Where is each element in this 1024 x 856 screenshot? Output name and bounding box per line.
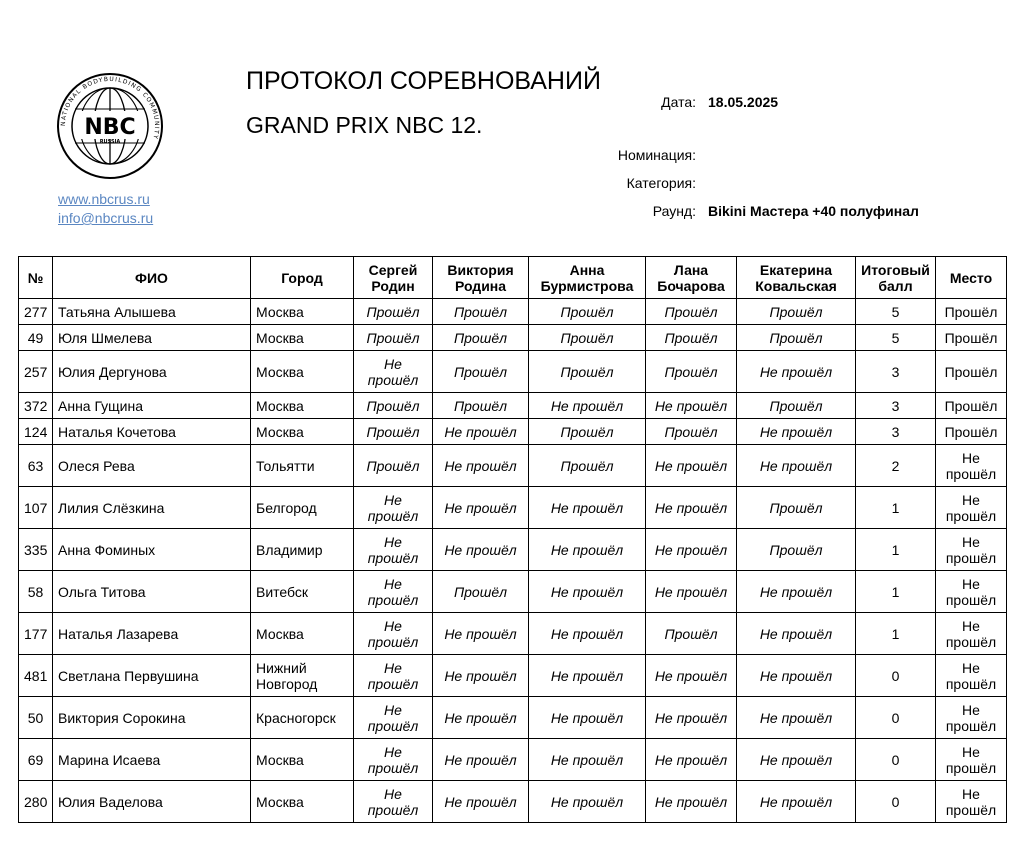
cell-judge-5: Не прошёл [737,419,856,445]
cell-judge-3: Не прошёл [529,529,646,571]
logo-subtext: RUSSIA [99,139,121,145]
cell-total-score: 3 [856,351,936,393]
table-row [19,529,1007,571]
cell-city: Москва [251,613,354,655]
cell-number: 177 [19,613,53,655]
cell-judge-5: Не прошёл [737,351,856,393]
col-judge-3: Анна Бурмистрова [529,257,646,299]
cell-judge-5: Не прошёл [737,655,856,697]
cell-name: Юлия Дергунова [53,351,251,393]
cell-judge-2: Не прошёл [433,487,529,529]
cell-place: Не прошёл [936,655,1007,697]
page-title: ПРОТОКОЛ СОРЕВНОВАНИЙ [246,67,601,95]
cell-total-score: 5 [856,325,936,351]
cell-total-score: 5 [856,299,936,325]
cell-number: 69 [19,739,53,781]
logo-text: NBC [84,115,136,140]
date-value: 18.05.2025 [708,94,779,110]
cell-name: Юля Шмелева [53,325,251,351]
cell-total-score: 1 [856,487,936,529]
cell-judge-5: Не прошёл [737,739,856,781]
cell-judge-5: Прошёл [737,487,856,529]
cell-place: Прошёл [936,299,1007,325]
cell-place: Не прошёл [936,445,1007,487]
cell-name: Юлия Ваделова [53,781,251,823]
cell-total-score: 0 [856,655,936,697]
cell-place: Не прошёл [936,739,1007,781]
cell-name: Татьяна Алышева [53,299,251,325]
cell-judge-4: Прошёл [646,351,737,393]
cell-city: Москва [251,325,354,351]
cell-total-score: 3 [856,393,936,419]
cell-judge-2: Не прошёл [433,613,529,655]
cell-name: Ольга Титова [53,571,251,613]
cell-place: Прошёл [936,325,1007,351]
cell-city: Москва [251,781,354,823]
email-link[interactable]: info@nbcrus.ru [58,210,154,226]
cell-total-score: 0 [856,781,936,823]
cell-judge-3: Прошёл [529,351,646,393]
cell-judge-5: Прошёл [737,299,856,325]
cell-city: Тольятти [251,445,354,487]
cell-total-score: 2 [856,445,936,487]
cell-judge-5: Не прошёл [737,781,856,823]
cell-judge-4: Не прошёл [646,487,737,529]
cell-judge-5: Не прошёл [737,697,856,739]
cell-city: Белгород [251,487,354,529]
cell-city: Москва [251,739,354,781]
cell-judge-2: Не прошёл [433,445,529,487]
cell-name: Наталья Кочетова [53,419,251,445]
cell-judge-4: Не прошёл [646,529,737,571]
cell-judge-2: Прошёл [433,299,529,325]
table-row [19,487,1007,529]
cell-total-score: 0 [856,697,936,739]
cell-judge-4: Не прошёл [646,393,737,419]
cell-judge-4: Прошёл [646,299,737,325]
cell-number: 481 [19,655,53,697]
cell-city: Витебск [251,571,354,613]
page-subtitle: GRAND PRIX NBC 12. [246,112,483,138]
cell-number: 58 [19,571,53,613]
cell-name: Анна Гущина [53,393,251,419]
table-row [19,419,1007,445]
cell-number: 124 [19,419,53,445]
cell-judge-3: Прошёл [529,419,646,445]
cell-judge-2: Не прошёл [433,655,529,697]
col-name: ФИО [53,257,251,299]
cell-judge-5: Не прошёл [737,445,856,487]
cell-judge-1: Прошёл [354,325,433,351]
cell-judge-4: Не прошёл [646,781,737,823]
cell-judge-2: Прошёл [433,393,529,419]
nbc-logo [57,73,163,179]
cell-judge-2: Прошёл [433,351,529,393]
cell-judge-3: Не прошёл [529,487,646,529]
cell-number: 107 [19,487,53,529]
table-row [19,351,1007,393]
cell-judge-5: Не прошёл [737,571,856,613]
cell-judge-1: Не прошёл [354,655,433,697]
cell-city: Красногорск [251,697,354,739]
cell-judge-1: Прошёл [354,419,433,445]
cell-judge-3: Не прошёл [529,739,646,781]
cell-judge-5: Прошёл [737,393,856,419]
col-judge-1: Сергей Родин [354,257,433,299]
cell-number: 257 [19,351,53,393]
cell-judge-2: Не прошёл [433,739,529,781]
table-row [19,393,1007,419]
cell-place: Не прошёл [936,697,1007,739]
table-row [19,613,1007,655]
cell-judge-1: Не прошёл [354,697,433,739]
cell-city: Москва [251,419,354,445]
col-judge-4: Лана Бочарова [646,257,737,299]
cell-judge-2: Не прошёл [433,781,529,823]
cell-name: Виктория Сорокина [53,697,251,739]
cell-judge-2: Прошёл [433,571,529,613]
cell-judge-2: Не прошёл [433,697,529,739]
table-row [19,739,1007,781]
cell-number: 280 [19,781,53,823]
cell-judge-3: Прошёл [529,325,646,351]
cell-place: Не прошёл [936,487,1007,529]
cell-place: Прошёл [936,351,1007,393]
contact-links [58,190,153,228]
cell-judge-3: Не прошёл [529,613,646,655]
table-row [19,571,1007,613]
cell-judge-4: Не прошёл [646,697,737,739]
cell-judge-3: Не прошёл [529,393,646,419]
cell-place: Не прошёл [936,529,1007,571]
cell-city: Москва [251,393,354,419]
cell-judge-4: Не прошёл [646,571,737,613]
cell-judge-1: Не прошёл [354,529,433,571]
col-judge-2: Виктория Родина [433,257,529,299]
cell-judge-5: Прошёл [737,529,856,571]
website-link[interactable]: www.nbcrus.ru [58,191,150,207]
cell-number: 63 [19,445,53,487]
cell-total-score: 3 [856,419,936,445]
cell-judge-1: Прошёл [354,445,433,487]
date-label: Дата: [661,94,696,110]
table-row [19,655,1007,697]
cell-city: Москва [251,299,354,325]
col-number: № [19,257,53,299]
cell-judge-3: Не прошёл [529,781,646,823]
cell-number: 335 [19,529,53,571]
table-header-row [19,257,1007,299]
cell-judge-4: Прошёл [646,419,737,445]
cell-judge-5: Не прошёл [737,613,856,655]
cell-judge-3: Не прошёл [529,655,646,697]
cell-city: Нижний Новгород [251,655,354,697]
logo-ring-text: NATIONAL BODYBUILDING COMMUNITY [59,75,161,141]
table-row [19,299,1007,325]
table-row [19,325,1007,351]
cell-judge-4: Не прошёл [646,739,737,781]
cell-total-score: 0 [856,739,936,781]
cell-place: Прошёл [936,419,1007,445]
table-row [19,697,1007,739]
cell-city: Владимир [251,529,354,571]
cell-judge-4: Прошёл [646,325,737,351]
cell-judge-2: Прошёл [433,325,529,351]
cell-total-score: 1 [856,613,936,655]
cell-judge-5: Прошёл [737,325,856,351]
cell-place: Прошёл [936,393,1007,419]
cell-place: Не прошёл [936,571,1007,613]
category-label: Категория: [626,175,696,191]
cell-judge-3: Прошёл [529,445,646,487]
cell-judge-1: Не прошёл [354,487,433,529]
cell-judge-1: Прошёл [354,393,433,419]
cell-total-score: 1 [856,571,936,613]
cell-place: Не прошёл [936,613,1007,655]
cell-judge-1: Не прошёл [354,571,433,613]
round-value: Bikini Мастера +40 полуфинал [708,203,919,219]
cell-name: Светлана Первушина [53,655,251,697]
cell-judge-4: Не прошёл [646,445,737,487]
cell-place: Не прошёл [936,781,1007,823]
cell-name: Лилия Слёзкина [53,487,251,529]
cell-judge-1: Не прошёл [354,739,433,781]
cell-city: Москва [251,351,354,393]
cell-judge-3: Не прошёл [529,571,646,613]
cell-number: 372 [19,393,53,419]
col-city: Город [251,257,354,299]
round-label: Раунд: [652,203,696,219]
cell-name: Олеся Рева [53,445,251,487]
col-place: Место [936,257,1007,299]
cell-judge-1: Не прошёл [354,351,433,393]
cell-judge-1: Прошёл [354,299,433,325]
cell-name: Марина Исаева [53,739,251,781]
cell-judge-2: Не прошёл [433,529,529,571]
table-row [19,445,1007,487]
cell-judge-1: Не прошёл [354,613,433,655]
cell-judge-3: Не прошёл [529,697,646,739]
cell-judge-4: Прошёл [646,613,737,655]
table-row [19,781,1007,823]
cell-name: Анна Фоминых [53,529,251,571]
cell-total-score: 1 [856,529,936,571]
results-table [18,256,1007,823]
cell-judge-4: Не прошёл [646,655,737,697]
cell-judge-1: Не прошёл [354,781,433,823]
cell-judge-3: Прошёл [529,299,646,325]
cell-name: Наталья Лазарева [53,613,251,655]
cell-number: 49 [19,325,53,351]
col-total-score: Итоговый балл [856,257,936,299]
cell-number: 50 [19,697,53,739]
cell-number: 277 [19,299,53,325]
cell-judge-2: Не прошёл [433,419,529,445]
nomination-label: Номинация: [617,147,696,163]
col-judge-5: Екатерина Ковальская [737,257,856,299]
